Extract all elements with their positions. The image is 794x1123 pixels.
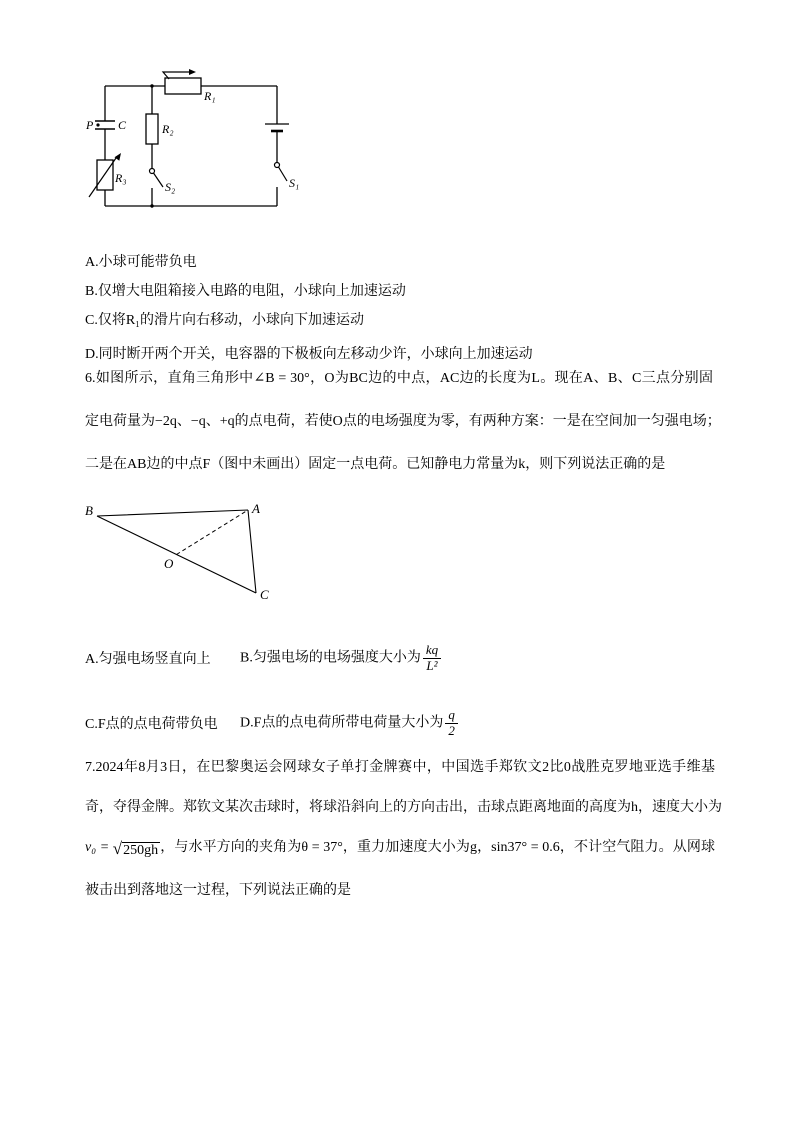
vertex-c-label: C: [260, 587, 269, 602]
q6-option-c: C.F点的点电荷带负电: [85, 717, 218, 732]
c-label: C: [118, 118, 127, 132]
vertex-b-label: B: [85, 503, 93, 518]
switch-s2-blade: [154, 173, 164, 187]
junction-dot-bottom: [150, 204, 153, 207]
q7-line3-rest: ，与水平方向的夹角为θ = 37°，重力加速度大小为g，sin37° = 0.6，不计空气阻力。从网球: [160, 840, 716, 855]
resistor-r1: [165, 78, 201, 94]
triangle-edges: [97, 510, 256, 593]
p-label: P: [86, 118, 94, 132]
fraction-numerator: kq: [423, 643, 441, 659]
vertex-a-label: A: [252, 502, 260, 516]
circuit-wires: [105, 86, 277, 206]
r2-label: R₂: [162, 122, 174, 136]
q5-option-d: D.同时断开两个开关，电容器的下极板向左移动少许，小球向上加速运动: [85, 347, 533, 362]
q6-stem-line3: 二是在AB边的中点F（图中未画出）固定一点电荷。已知静电力常量为k，则下列说法正确的是: [85, 457, 666, 472]
q5-options: [85, 248, 735, 369]
battery: [265, 124, 289, 131]
q6-options-row1: [85, 636, 735, 680]
q6-option-d: [240, 708, 460, 739]
radicand: 250gh: [123, 843, 159, 858]
q7-stem-line1: 7.2024年8月3日，在巴黎奥运会网球女子单打金牌赛中，中国选手郑钦文2比0战胜克罗地亚选手维基: [85, 760, 715, 775]
junction-dot-top: [150, 84, 153, 87]
switch-s1-icon: [275, 163, 280, 168]
q7-stem-line3: [85, 828, 715, 871]
resistor-r2: [146, 114, 158, 144]
r1-label: R₁: [204, 89, 216, 103]
r3-label: R₃: [115, 171, 127, 185]
q5-option-a: A.小球可能带负电: [85, 255, 197, 270]
circuit-diagram: [85, 66, 303, 224]
switch-s1-blade: [279, 167, 288, 181]
radical-sign-icon: √: [112, 839, 123, 858]
fraction-q-over-2: [445, 708, 458, 739]
switch-s2-icon: [150, 169, 155, 174]
fraction-denominator: 2: [448, 722, 455, 738]
s1-label: S₁: [289, 176, 300, 190]
q6-option-a: A.匀强电场竖直向上: [85, 652, 211, 667]
q6-option-d-text: D.F点的点电荷所带电荷量大小为: [240, 715, 444, 731]
fraction-numerator: q: [445, 708, 458, 724]
dashed-line-OA: [177, 510, 249, 555]
v0-expression: v₀ =: [85, 840, 113, 855]
q7-stem-line2: 奇，夺得金牌。郑钦文某次击球时，将球沿斜向上的方向击出，击球点距离地面的高度为h，速度大小为: [85, 800, 722, 815]
r1-arrowhead-icon: [189, 69, 196, 75]
triangle-diagram: [85, 502, 277, 608]
fraction-kq-over-L2: [423, 643, 441, 674]
sqrt-expression: [113, 829, 160, 871]
q6-stem: [85, 357, 721, 486]
ball-p-icon: [96, 123, 99, 126]
midpoint-o-label: O: [164, 556, 174, 571]
q6-option-b: [240, 643, 443, 674]
q5-option-c: C.仅将R₁的滑片向右移动，小球向下加速运动: [85, 313, 365, 328]
q6-options-row2: [85, 701, 735, 745]
q6-option-b-text: B.匀强电场的电场强度大小为: [240, 650, 421, 666]
q7-stem: [85, 748, 722, 911]
q6-stem-line1: 6.如图所示，直角三角形中∠B = 30°，O为BC边的中点，AC边的长度为L。现在A、B、C三点分别固: [85, 371, 713, 386]
resistor-r3: [97, 160, 113, 190]
q5-option-b: B.仅增大电阻箱接入电路的电阻，小球向上加速运动: [85, 284, 406, 299]
s2-label: S₂: [165, 180, 176, 194]
q6-stem-line2: 定电荷量为−2q、−q、+q的点电荷，若使O点的电场强度为零，有两种方案：一是在空间加一匀强电场；: [85, 414, 721, 429]
fraction-denominator: L²: [426, 657, 438, 673]
q7-stem-line4: 被击出到落地这一过程，下列说法正确的是: [85, 883, 351, 898]
